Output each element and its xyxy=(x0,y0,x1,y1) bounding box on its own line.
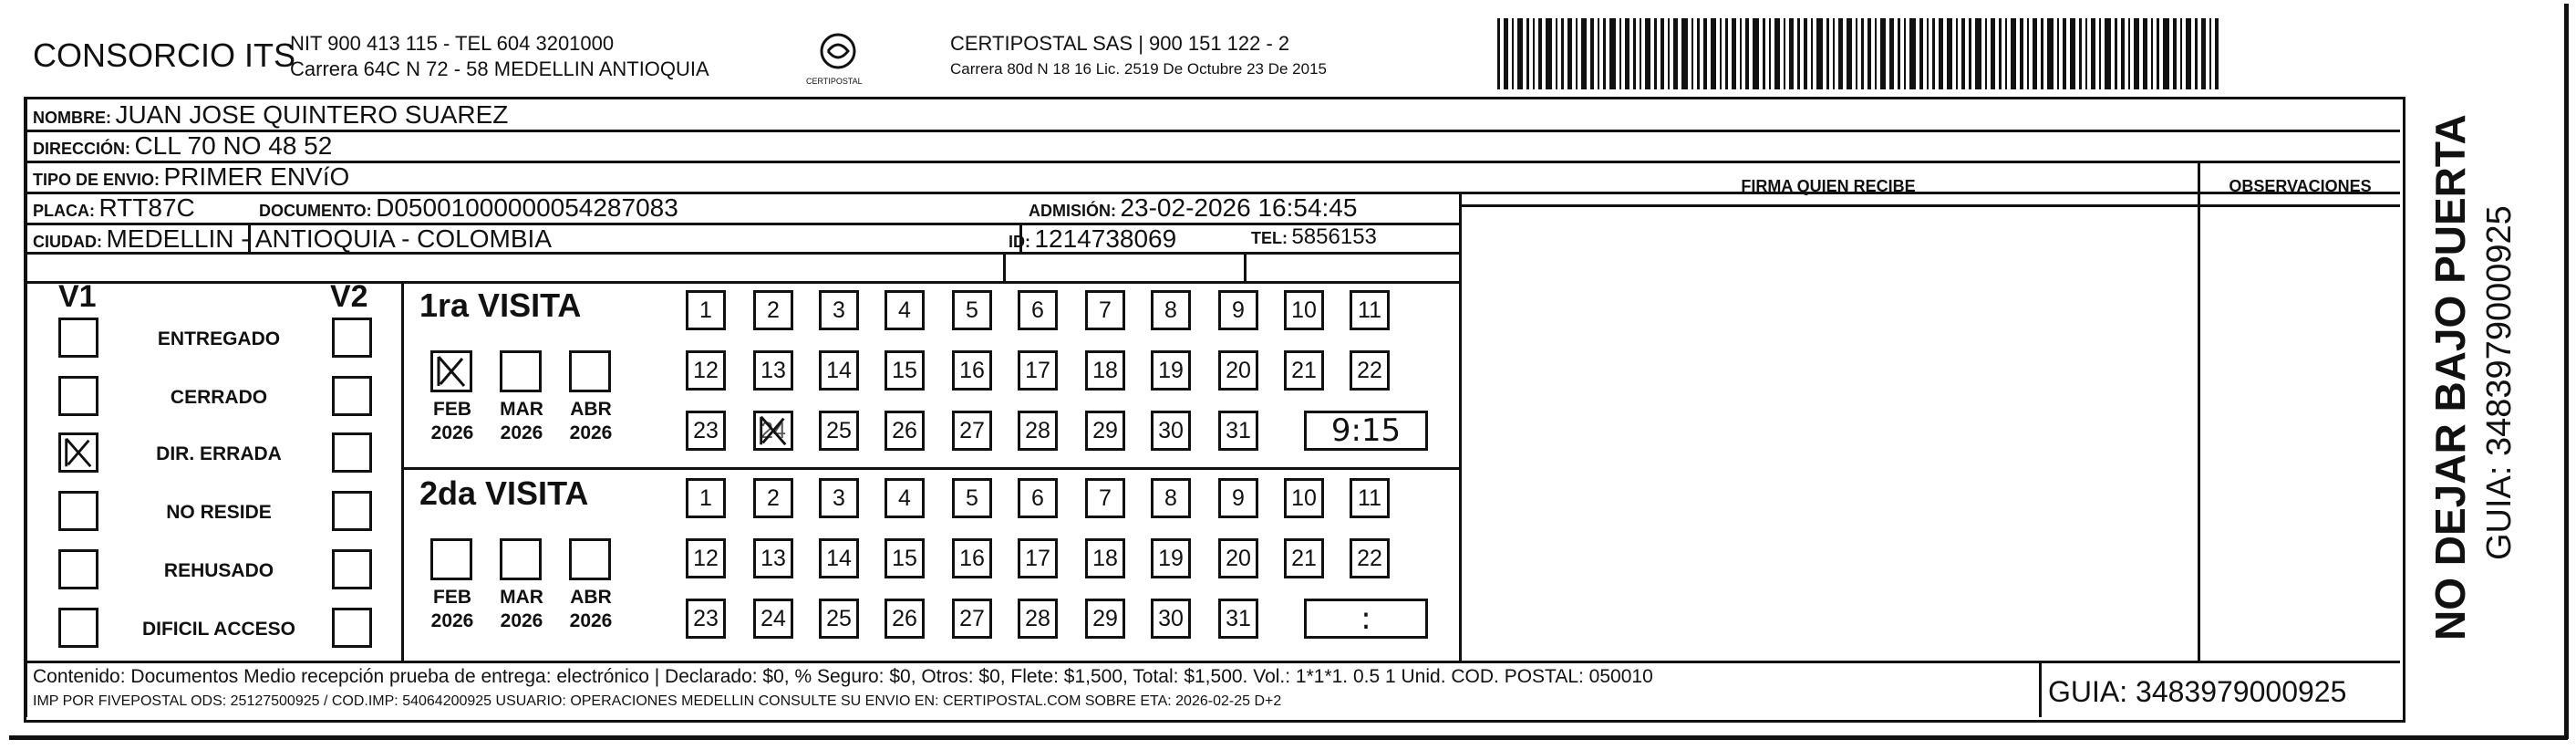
admision-value: 23-02-2026 16:54:45 xyxy=(1120,193,1358,222)
status-checkbox-v1[interactable] xyxy=(58,318,98,358)
check-mark-icon xyxy=(756,413,791,448)
barcode-bar xyxy=(1640,18,1641,89)
visit1-title: 1ra VISITA xyxy=(419,286,582,324)
day-box[interactable]: 13 xyxy=(753,538,793,578)
barcode-bar xyxy=(1732,18,1736,89)
tel-value: 5856153 xyxy=(1291,224,1377,249)
direccion-row xyxy=(33,131,332,161)
day-box[interactable]: 11 xyxy=(1350,290,1390,330)
barcode-bar xyxy=(2057,18,2059,89)
barcode-bar xyxy=(1711,18,1716,89)
time-box[interactable]: 9:15 xyxy=(1304,411,1428,451)
barcode-bar xyxy=(1598,18,1599,89)
barcode-bar xyxy=(1763,18,1765,89)
barcode-bar xyxy=(2041,18,2043,89)
day-box[interactable]: 16 xyxy=(952,350,992,391)
barcode-bar xyxy=(1969,18,1971,89)
day-box[interactable]: 29 xyxy=(1085,599,1125,639)
barcode-bar xyxy=(1999,18,2002,89)
placa-row xyxy=(33,193,195,223)
day-box[interactable]: 14 xyxy=(819,538,859,578)
tipo-value: PRIMER ENVíO xyxy=(163,162,350,191)
day-box[interactable]: 2 xyxy=(753,478,793,518)
day-box[interactable]: 3 xyxy=(819,478,859,518)
barcode-bar xyxy=(1804,18,1807,89)
barcode-bar xyxy=(1939,18,1943,89)
day-box[interactable]: 25 xyxy=(819,599,859,639)
company-nit: NIT 900 413 115 - TEL 604 3201000 xyxy=(290,32,615,55)
barcode-bar xyxy=(2121,18,2125,89)
status-checkbox-v2[interactable] xyxy=(332,432,372,473)
status-checkbox-v2[interactable] xyxy=(332,491,372,531)
direccion-value: CLL 70 NO 48 52 xyxy=(134,131,333,160)
barcode-bar xyxy=(1816,18,1823,89)
status-option-label: DIR. ERRADA xyxy=(156,443,282,464)
day-box[interactable]: 10 xyxy=(1284,478,1324,518)
barcode-bar xyxy=(2215,18,2219,89)
logo-text: CERTIPOSTAL xyxy=(806,77,863,86)
admision-row xyxy=(1029,193,1357,223)
documento-value: D05001000000054287083 xyxy=(376,193,678,222)
barcode-bar xyxy=(1861,18,1864,89)
month-checkbox[interactable] xyxy=(500,538,542,580)
barcode-bar xyxy=(1745,18,1749,89)
v2-header: V2 xyxy=(330,279,368,314)
day-box[interactable]: 22 xyxy=(1350,350,1390,391)
day-box[interactable]: 10 xyxy=(1284,290,1324,330)
status-checkbox-v2[interactable] xyxy=(332,318,372,358)
day-box[interactable]: 21 xyxy=(1284,350,1324,391)
day-box[interactable]: 4 xyxy=(885,478,925,518)
documento-row xyxy=(259,193,678,223)
status-option-label: ENTREGADO xyxy=(157,328,281,349)
day-box[interactable]: 17 xyxy=(1018,350,1058,391)
barcode-bar xyxy=(1927,18,1929,89)
barcode-bar xyxy=(1512,18,1514,89)
tipo-row xyxy=(33,162,349,192)
barcode-bar xyxy=(2033,18,2037,89)
barcode-bar xyxy=(1633,18,1636,89)
day-box[interactable]: 28 xyxy=(1018,599,1058,639)
documento-label: DOCUMENTO: xyxy=(259,202,372,220)
barcode-bar xyxy=(2099,18,2101,89)
month-label: ABR 2026 xyxy=(569,399,613,443)
barcode-bar xyxy=(1576,18,1578,89)
day-box[interactable]: 21 xyxy=(1284,538,1324,578)
barcode-bar xyxy=(2134,18,2139,89)
day-box[interactable]: 3 xyxy=(819,290,859,330)
barcode-bar xyxy=(1619,18,1621,89)
month-label: FEB 2026 xyxy=(430,587,474,631)
barcode-bar xyxy=(1838,18,1843,89)
day-box[interactable]: 26 xyxy=(885,599,925,639)
barcode-bar xyxy=(1681,18,1688,89)
time-box[interactable]: : xyxy=(1304,599,1428,639)
barcode-bar xyxy=(1725,18,1728,89)
status-checkbox-v2[interactable] xyxy=(332,608,372,648)
month-checkbox[interactable] xyxy=(430,538,472,580)
day-box[interactable]: 5 xyxy=(952,478,992,518)
day-box[interactable]: 30 xyxy=(1151,599,1191,639)
month-checkbox[interactable] xyxy=(569,538,611,580)
direccion-label: DIRECCIÓN: xyxy=(33,140,130,158)
day-box[interactable]: 9 xyxy=(1218,290,1258,330)
barcode-bar xyxy=(1956,18,1958,89)
day-box[interactable]: 20 xyxy=(1218,350,1258,391)
day-box[interactable]: 5 xyxy=(952,290,992,330)
nombre-value: JUAN JOSE QUINTERO SUAREZ xyxy=(115,100,509,129)
day-box[interactable]: 24 xyxy=(753,599,793,639)
barcode-bar xyxy=(1753,18,1759,89)
status-option-label: DIFICIL ACCESO xyxy=(141,619,295,640)
day-box[interactable]: 16 xyxy=(952,538,992,578)
day-box[interactable]: 14 xyxy=(819,350,859,391)
day-box[interactable]: 18 xyxy=(1085,538,1125,578)
barcode-bar xyxy=(1774,18,1780,89)
side-warning: NO DEJAR BAJO PUERTA xyxy=(2426,114,2474,641)
day-box[interactable]: 23 xyxy=(686,411,726,451)
barcode-bar xyxy=(1889,18,1894,89)
barcode-bar xyxy=(1847,18,1852,89)
month-label: MAR 2026 xyxy=(500,587,543,631)
day-box[interactable]: 8 xyxy=(1151,478,1191,518)
barcode-bar xyxy=(1497,18,1500,89)
barcode-bar xyxy=(1654,18,1657,89)
day-box[interactable]: 20 xyxy=(1218,538,1258,578)
status-checkbox-v1[interactable] xyxy=(58,608,98,648)
day-box[interactable]: 1 xyxy=(686,478,726,518)
barcode-bar xyxy=(1833,18,1835,89)
company-name: CONSORCIO ITS xyxy=(33,36,296,74)
barcode-bar xyxy=(1961,18,1965,89)
day-box[interactable]: 24 xyxy=(753,411,793,451)
barcode-bar xyxy=(2011,18,2016,89)
day-box[interactable]: 13 xyxy=(753,350,793,391)
side-guia: GUIA: 3483979000925 xyxy=(2480,205,2519,560)
barcode-bar xyxy=(2128,18,2130,89)
ciudad-label: CIUDAD: xyxy=(33,233,102,251)
barcode-bar xyxy=(2180,18,2182,89)
status-checkbox-v1[interactable] xyxy=(58,491,98,531)
certipostal-address: Carrera 80d N 18 16 Lic. 2519 De Octubre 23 De 2015 xyxy=(950,60,1327,78)
day-box[interactable]: 15 xyxy=(885,538,925,578)
status-checkbox-v1[interactable] xyxy=(58,549,98,589)
day-box[interactable]: 4 xyxy=(885,290,925,330)
day-box[interactable]: 27 xyxy=(952,411,992,451)
barcode-bar xyxy=(1546,18,1552,89)
barcode-bar xyxy=(1590,18,1594,89)
barcode-bar xyxy=(2195,18,2198,89)
company-info xyxy=(290,31,709,82)
day-box[interactable]: 25 xyxy=(819,411,859,451)
day-box[interactable]: 19 xyxy=(1151,350,1191,391)
barcode-bar xyxy=(2005,18,2007,89)
barcode-bar xyxy=(1740,18,1742,89)
barcode-bar xyxy=(1526,18,1529,89)
certipostal-info xyxy=(950,31,1327,82)
barcode-bar xyxy=(1609,18,1616,89)
barcode-bar xyxy=(1603,18,1606,89)
barcode-bar xyxy=(1856,18,1857,89)
nombre-label: NOMBRE: xyxy=(33,109,111,127)
barcode-bar xyxy=(1826,18,1829,89)
barcode-bar xyxy=(1533,18,1535,89)
barcode-bar xyxy=(1703,18,1707,89)
barcode-bar xyxy=(2070,18,2075,89)
ciudad-value: MEDELLIN - ANTIOQUIA - COLOMBIA xyxy=(106,224,552,253)
barcode-bar xyxy=(1504,18,1508,89)
v1-header: V1 xyxy=(58,279,97,314)
day-box[interactable]: 31 xyxy=(1218,599,1258,639)
day-box[interactable]: 12 xyxy=(686,538,726,578)
day-box[interactable]: 30 xyxy=(1151,411,1191,451)
day-box[interactable]: 17 xyxy=(1018,538,1058,578)
barcode-bar xyxy=(1668,18,1670,89)
barcode-bar xyxy=(1947,18,1952,89)
barcode-bar xyxy=(2115,18,2117,89)
admision-label: ADMISIÓN: xyxy=(1029,202,1116,220)
status-option-label: CERRADO xyxy=(170,387,268,408)
day-box[interactable]: 18 xyxy=(1085,350,1125,391)
barcode-bar xyxy=(1789,18,1794,89)
day-box[interactable]: 9 xyxy=(1218,478,1258,518)
nombre-row xyxy=(33,100,508,130)
footer-guia: GUIA: 3483979000925 xyxy=(2048,675,2347,708)
barcode-bar xyxy=(1797,18,1800,89)
tel-row xyxy=(1251,224,1377,250)
day-box[interactable]: 6 xyxy=(1018,290,1058,330)
barcode-bar xyxy=(2047,18,2054,89)
day-box[interactable]: 26 xyxy=(885,411,925,451)
placa-value: RTT87C xyxy=(98,193,195,222)
barcode-bar xyxy=(2157,18,2159,89)
day-box[interactable]: 12 xyxy=(686,350,726,391)
day-box[interactable]: 7 xyxy=(1085,290,1125,330)
day-box[interactable]: 27 xyxy=(952,599,992,639)
company-address: Carrera 64C N 72 - 58 MEDELLIN ANTIOQUIA xyxy=(290,57,709,80)
barcode-bar xyxy=(1673,18,1678,89)
check-mark-icon xyxy=(433,353,470,390)
barcode xyxy=(1497,18,2415,89)
barcode-bar xyxy=(2105,18,2111,89)
day-box[interactable]: 23 xyxy=(686,599,726,639)
barcode-bar xyxy=(2143,18,2147,89)
barcode-bar xyxy=(2027,18,2029,89)
barcode-bar xyxy=(1561,18,1564,89)
barcode-bar xyxy=(1875,18,1877,89)
certipostal-name: CERTIPOSTAL SAS | 900 151 122 - 2 xyxy=(950,32,1290,55)
barcode-bar xyxy=(1720,18,1722,89)
barcode-bar xyxy=(1932,18,1935,89)
barcode-bar xyxy=(1880,18,1886,89)
barcode-bar xyxy=(1567,18,1572,89)
barcode-bar xyxy=(1919,18,1923,89)
day-box[interactable]: 29 xyxy=(1085,411,1125,451)
barcode-bar xyxy=(1581,18,1587,89)
month-label: FEB 2026 xyxy=(430,399,474,443)
tel-label: TEL: xyxy=(1251,229,1288,247)
observaciones-header: OBSERVACIONES xyxy=(2229,177,2372,195)
footer-imp: IMP POR FIVEPOSTAL ODS: 25127500925 / COD.IMP: 54064200925 USUARIO: OPERACIONES MEDELLIN CONSULTE SU ENVIO EN: CERTIPOSTAL.COM SOBRE ETA: 2026-02-25 D+2 xyxy=(33,693,1282,709)
barcode-bar xyxy=(1697,18,1700,89)
day-box[interactable]: 19 xyxy=(1151,538,1191,578)
barcode-bar xyxy=(1975,18,1981,89)
visit2-title: 2da VISITA xyxy=(419,474,589,512)
barcode-bar xyxy=(2020,18,2023,89)
barcode-bar xyxy=(2091,18,2095,89)
day-box[interactable]: 7 xyxy=(1085,478,1125,518)
status-option-label: NO RESIDE xyxy=(166,502,272,523)
barcode-bar xyxy=(1691,18,1693,89)
day-box[interactable]: 11 xyxy=(1350,478,1390,518)
day-box[interactable]: 22 xyxy=(1350,538,1390,578)
barcode-bar xyxy=(1909,18,1916,89)
footer-content: Contenido: Documentos Medio recepción prueba de entrega: electrónico | Declarado: $0, % Seguro: $0, Otros: $0, Flete: $1,500, Total: $1,500. Vol.: 1*1*1. 0.5 1 Unid. COD. POSTAL: 050010 xyxy=(33,666,1653,687)
day-box[interactable]: 28 xyxy=(1018,411,1058,451)
barcode-bar xyxy=(1991,18,1995,89)
barcode-bar xyxy=(1985,18,1987,89)
status-checkbox-v1[interactable] xyxy=(58,376,98,416)
barcode-bar xyxy=(2209,18,2211,89)
barcode-bar xyxy=(1904,18,1906,89)
day-box[interactable]: 2 xyxy=(753,290,793,330)
barcode-bar xyxy=(2063,18,2066,89)
month-checkbox[interactable] xyxy=(430,350,472,392)
tipo-label: TIPO DE ENVIO: xyxy=(33,171,160,189)
barcode-bar xyxy=(2186,18,2191,89)
barcode-bar xyxy=(2085,18,2087,89)
id-label: ID: xyxy=(1009,233,1030,251)
id-value: 1214738069 xyxy=(1034,224,1177,253)
status-option-label: REHUSADO xyxy=(163,560,274,581)
barcode-bar xyxy=(2151,18,2153,89)
id-row xyxy=(1009,224,1176,254)
day-box[interactable]: 6 xyxy=(1018,478,1058,518)
firma-header: FIRMA QUIEN RECIBE xyxy=(1741,177,1916,195)
status-checkbox-v2[interactable] xyxy=(332,376,372,416)
barcode-bar xyxy=(1769,18,1771,89)
status-checkbox-v1[interactable] xyxy=(58,432,98,473)
day-box[interactable]: 8 xyxy=(1151,290,1191,330)
barcode-bar xyxy=(1538,18,1542,89)
month-label: MAR 2026 xyxy=(500,399,543,443)
placa-label: PLACA: xyxy=(33,202,95,220)
month-checkbox[interactable] xyxy=(569,350,611,392)
barcode-bar xyxy=(1811,18,1813,89)
barcode-bar xyxy=(2163,18,2169,89)
barcode-bar xyxy=(2173,18,2177,89)
barcode-bar xyxy=(1645,18,1650,89)
barcode-bar xyxy=(1517,18,1523,89)
barcode-bar xyxy=(1556,18,1557,89)
barcode-bar xyxy=(1660,18,1664,89)
status-checkbox-v2[interactable] xyxy=(332,549,372,589)
month-checkbox[interactable] xyxy=(500,350,542,392)
barcode-bar xyxy=(1784,18,1785,89)
barcode-bar xyxy=(1625,18,1629,89)
day-box[interactable]: 31 xyxy=(1218,411,1258,451)
barcode-bar xyxy=(2201,18,2206,89)
day-box[interactable]: 1 xyxy=(686,290,726,330)
barcode-bar xyxy=(1867,18,1871,89)
barcode-bar xyxy=(1898,18,1900,89)
barcode-bar xyxy=(2079,18,2082,89)
day-box[interactable]: 15 xyxy=(885,350,925,391)
check-mark-icon xyxy=(61,435,96,470)
ciudad-row xyxy=(33,224,552,254)
month-label: ABR 2026 xyxy=(569,587,613,631)
